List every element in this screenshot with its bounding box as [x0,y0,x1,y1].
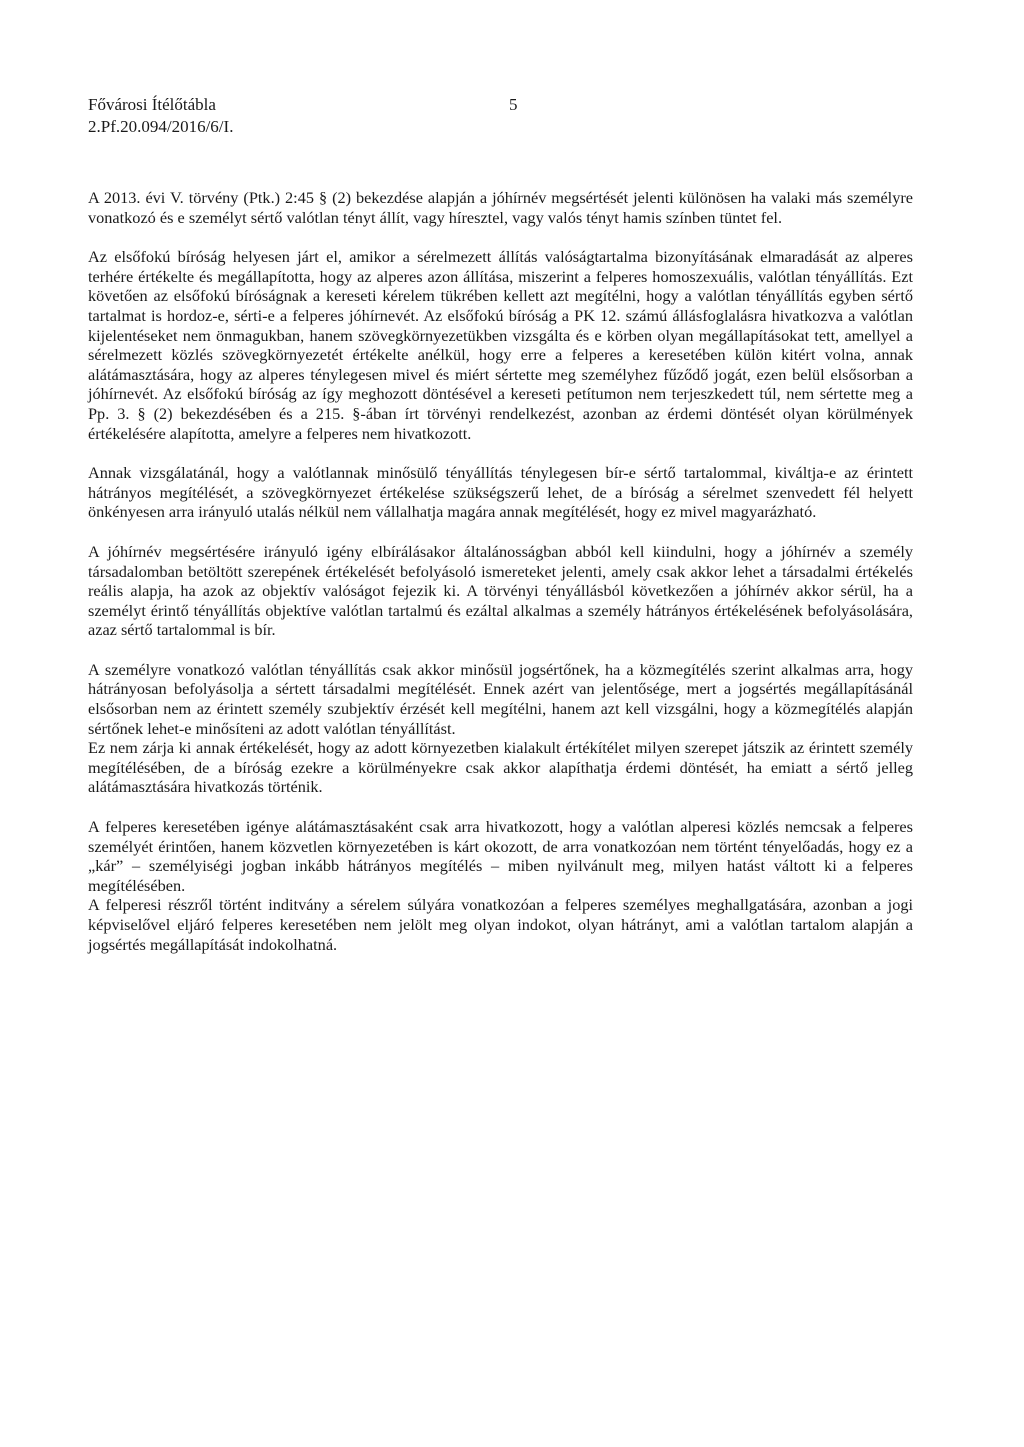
paragraph-false-statement: A személyre vonatkozó valótlan tényállítás csak akkor minősül jogsértőnek, ha a közmegítélés szerint alkalmas arra, hogy hátrányosan befolyásolja a sértett társadalmi megítélését. Ennek azért van jelentősége, mert a jogsértés megállapításánál elsősorban nem az érintett személy szubjektív érzését kell megítélni, hanem azt kell vizsgálni, hogy a közmegítélés alapján sértőnek lehet-e minősíteni az adott valótlan tényállítást. [88,659,913,738]
page-number: 5 [509,95,518,114]
paragraph-reputation-claim: A jóhírnév megsértésére irányuló igény elbírálásakor általánosságban abból kell kiindulni, hogy a jóhírnév a személy társadalomban betöltött szerepének értékelését befolyásoló ismereteket jelenti, amely csak akkor lehet a társadalmi értékelés reális alapja, ha azok az objektív valóságot fejezik ki. A törvényi tényállásból következően a jóhírnév akkor sérül, ha a személyt érintő tényállítás objektíve valótlan tartalmú és ezáltal alkalmas a személy hátrányos értékelésének befolyásolására, azaz sértő tartalommal is bír. [88,541,913,640]
court-name: Fővárosi Ítélőtábla [88,95,216,114]
paragraph-ptk-reference: A 2013. évi V. törvény (Ptk.) 2:45 § (2) bekezdése alapján a jóhírnév megsértését jelenti különösen ha valaki más személyre vonatkozó és e személyt sértő valótlan tényt állít, vagy híresztel, vagy valós tényt hamis színben tüntet fel. [88,188,913,227]
paragraph-plaintiff-motion: A felperesi részről történt inditvány a sérelem súlyára vonatkozóan a felperes személyes meghallgatására, azonban a jogi képviselővel eljáró felperes keresetében nem jelölt meg olyan indokot, olyan hátrányt, ami a valótlan tartalom alapján a jogsértés megállapítását indokolhatná. [88,895,913,954]
case-number: 2.Pf.20.094/2016/6/I. [88,117,234,136]
document-body [88,188,913,954]
paragraph-first-instance-court: Az elsőfokú bíróság helyesen járt el, amikor a sérelmezett állítás valóságtartalma bizonyításának elmaradását az alperes terhére értékelte és megállapította, hogy az alperes azon állítása, miszerint a felperes homoszexuális, valótlan tényállítás. Ezt követően az elsőfokú bíróságnak a kereseti kérelem tükrében kellett azt megítélni, hogy a valótlan tényállítás egyben sértő tartalmat is hordoz-e, sérti-e a felperes jóhírnevét. Az elsőfokú bíróság a PK 12. számú állásfoglalásra hivatkozva a valótlan kijelentéseket nem önmagukban, hanem szövegkörnyezetükben vizsgálta és e körben olyan megállapításokat tett, amellyel a sérelmezett közlés szövegkörnyezetét értékelte anélkül, hogy erre a felperes a keresetében külön kitért volna, annak alátámasztására, hogy az alperes ténylegesen mivel és miért sértette meg személyhez fűződő jogát, ezen belül elsősorban a jóhírnevét. Az elsőfokú bíróság az így meghozott döntésével a kereseti petítumon nem terjeszkedett túl, nem sértette meg a Pp. 3. § (2) bekezdésében és a 215. §-ában írt törvényi rendelkezést, azonban az érdemi döntését olyan körülmények értékelésére alapította, amelyre a felperes nem hivatkozott. [88,247,913,443]
page-header [88,94,233,138]
paragraph-value-judgement: Ez nem zárja ki annak értékelését, hogy az adott környezetben kialakult értékítélet milyen szerepet játszik az érintett személy megítélésében, de a bíróság ezekre a körülményekre csak akkor alapíthatja érdemi döntését, ha emiatt a sértő jelleg alátámasztására hivatkozás történik. [88,738,913,797]
paragraph-examination: Annak vizsgálatánál, hogy a valótlannak minősülő tényállítás ténylegesen bír-e sértő tartalommal, kiváltja-e az érintett hátrányos megítélését, a szövegkörnyezet értékelése szükségszerű lehet, de a bíróság a sérelmet szenvedett fél helyett önkényesen arra irányuló utalás nélkül nem vállalhatja magára annak megítélését, hogy ez mivel magyarázható. [88,463,913,522]
paragraph-plaintiff-claim: A felperes keresetében igénye alátámasztásaként csak arra hivatkozott, hogy a valótlan alperesi közlés nemcsak a felperes személyét érintően, hanem közvetlen környezetében is kárt okozott, de arra vonatkozóan nem történt tényelőadás, hogy ez a „kár” – személyiségi jogban inkább hátrányos megítélés – miben nyilvánult meg, milyen hatást váltott ki a felperes megítélésében. [88,817,913,895]
